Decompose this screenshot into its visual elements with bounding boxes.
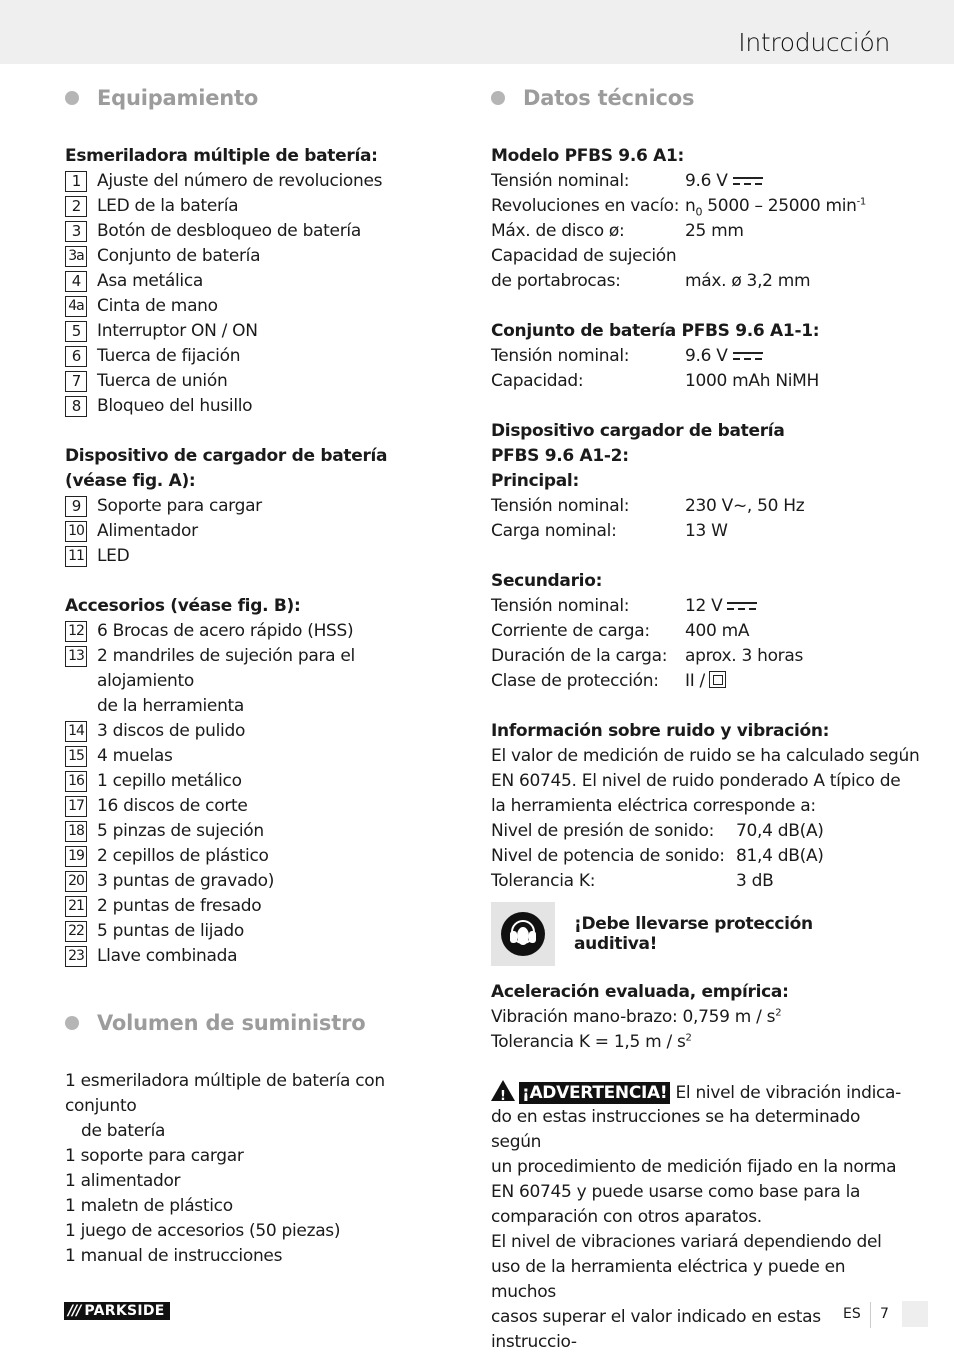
charger-spec-heading: Dispositivo cargador de batería — [491, 421, 785, 441]
item-label: 5 pinzas de sujeción — [97, 821, 264, 841]
spec-row: Capacidad: 1000 mAh NiMH — [491, 371, 820, 391]
part-number-box: 6 — [65, 346, 87, 367]
item-label: Tuerca de unión — [97, 371, 228, 391]
section-bullet-icon — [491, 91, 505, 105]
noise-text: la herramienta eléctrica corresponde a: — [491, 796, 816, 816]
section-bullet-icon — [65, 1016, 79, 1030]
part-number-box: 4 — [65, 271, 87, 292]
charger-heading-2: (véase fig. A): — [65, 471, 196, 491]
spec-row: Tensión nominal: 12 V — [491, 594, 901, 619]
list-item: 1 juego de accesorios (50 piezas) — [65, 1221, 341, 1241]
section-datos-header — [491, 82, 901, 114]
item-label: 3 discos de pulido — [97, 721, 246, 741]
list-item — [65, 644, 455, 694]
list-item — [65, 319, 455, 344]
part-number-box: 13 — [65, 646, 87, 667]
spec-row: Tensión nominal: 9.6 V — [491, 344, 901, 369]
list-item — [65, 519, 455, 544]
part-number-box: 5 — [65, 321, 87, 342]
list-item — [65, 344, 455, 369]
part-number-box: 7 — [65, 371, 87, 392]
part-number-box: 11 — [65, 546, 87, 567]
hearing-protection-text: ¡Debe llevarse protección auditiva! — [574, 914, 813, 954]
list-item — [65, 894, 455, 919]
hearing-protection-notice — [491, 902, 901, 966]
charger-spec-heading-2: PFBS 9.6 A1-2: — [491, 446, 629, 466]
list-item — [65, 844, 455, 869]
list-item — [65, 544, 455, 569]
footer-tab — [902, 1301, 928, 1327]
list-item — [65, 819, 455, 844]
spec-row: Tensión nominal: 9.6 V — [491, 169, 901, 194]
list-item: 1 alimentador — [65, 1171, 181, 1191]
part-number-box: 20 — [65, 871, 87, 892]
warning-triangle-icon: ! — [491, 1080, 515, 1101]
spec-row: Máx. de disco ø: 25 mm — [491, 221, 744, 241]
part-number-box: 21 — [65, 896, 87, 917]
dc-current-icon — [733, 176, 763, 186]
spec-row: Clase de protección: II / — [491, 669, 901, 694]
item-label: Ajuste del número de revoluciones — [97, 171, 383, 191]
item-label: Conjunto de batería — [97, 246, 261, 266]
device-heading: Esmeriladora múltiple de batería: — [65, 146, 378, 166]
list-item: 1 soporte para cargar — [65, 1146, 244, 1166]
battery-heading: Conjunto de batería PFBS 9.6 A1-1: — [491, 321, 820, 341]
parkside-logo: /// PARKSIDE — [64, 1302, 170, 1320]
item-label: Cinta de mano — [97, 296, 218, 316]
part-number-box: 16 — [65, 771, 87, 792]
part-number-box: 22 — [65, 921, 87, 942]
item-label: 5 puntas de lijado — [97, 921, 244, 941]
list-item — [65, 394, 455, 419]
list-item — [65, 269, 455, 294]
list-item — [65, 869, 455, 894]
list-item — [65, 219, 455, 244]
item-label: LED — [97, 546, 130, 566]
part-number-box: 12 — [65, 621, 87, 642]
spec-row: Duración de la carga: aprox. 3 horas — [491, 646, 804, 666]
part-number-box: 10 — [65, 521, 87, 542]
part-number-box: 18 — [65, 821, 87, 842]
item-label: 16 discos de corte — [97, 796, 248, 816]
item-label: Tuerca de fijación — [97, 346, 241, 366]
part-number-box: 3a — [65, 246, 87, 267]
part-number-box: 17 — [65, 796, 87, 817]
model-heading: Modelo PFBS 9.6 A1: — [491, 146, 685, 166]
list-item: 1 manual de instrucciones — [65, 1246, 283, 1266]
list-item — [65, 944, 455, 969]
item-label: 4 muelas — [97, 746, 173, 766]
item-label: 3 puntas de gravado) — [97, 871, 275, 891]
device-parts-list — [65, 169, 455, 419]
acceleration-heading: Aceleración evaluada, empírica: — [491, 982, 789, 1002]
list-item: 1 esmeriladora múltiple de batería con conjunto — [65, 1071, 385, 1116]
item-label: 1 cepillo metálico — [97, 771, 242, 791]
noise-heading: Información sobre ruido y vibración: — [491, 721, 830, 741]
list-item — [65, 194, 455, 219]
item-label-continued: de la herramienta — [97, 696, 245, 716]
list-item: 1 maletn de plástico — [65, 1196, 233, 1216]
list-item — [65, 794, 455, 819]
list-item: de batería — [81, 1121, 166, 1141]
item-label: Botón de desbloqueo de batería — [97, 221, 361, 241]
noise-text: EN 60745. El nivel de ruido ponderado A típico de — [491, 771, 901, 791]
part-number-box: 23 — [65, 946, 87, 967]
part-number-box: 1 — [65, 171, 87, 192]
vibration-value: Vibración mano-brazo: 0,759 m / $s^2$ — [491, 1007, 782, 1027]
item-label: 6 Brocas de acero rápido (HSS) — [97, 621, 354, 641]
part-number-box: 14 — [65, 721, 87, 742]
section-bullet-icon — [65, 91, 79, 105]
spec-row: Tensión nominal: 230 V~, 50 Hz — [491, 496, 805, 516]
supply-list — [65, 1069, 455, 1269]
footer-divider — [870, 1302, 871, 1328]
page-title: Introducción — [738, 28, 890, 57]
spec-row: Corriente de carga: 400 mA — [491, 621, 750, 641]
part-number-box: 4a — [65, 296, 87, 317]
noise-row: Tolerancia K: 3 dB — [491, 871, 774, 891]
noise-row: Nivel de presión de sonido: 70,4 dB(A) — [491, 821, 824, 841]
item-label: Interruptor ON / ON — [97, 321, 258, 341]
spec-row: Revoluciones en vacío: $n_0$ 5000 – 25000 $\min^{-1}$ — [491, 196, 866, 219]
list-item — [65, 494, 455, 519]
item-label: Alimentador — [97, 521, 198, 541]
list-item — [65, 719, 455, 744]
part-number-box: 3 — [65, 221, 87, 242]
list-item — [65, 769, 455, 794]
section-title: Equipamiento — [97, 86, 259, 110]
section-volumen-header — [65, 1007, 455, 1039]
part-number-box: 15 — [65, 746, 87, 767]
item-label: Bloqueo del husillo — [97, 396, 253, 416]
accessories-heading: Accesorios (véase fig. B): — [65, 596, 301, 616]
item-label: 2 puntas de fresado — [97, 896, 262, 916]
item-label: 2 mandriles de sujeción para el alojamiento — [97, 646, 355, 691]
primary-heading: Principal: — [491, 471, 579, 491]
charger-parts-list — [65, 494, 455, 569]
dc-current-icon — [733, 351, 763, 361]
warning-label: ¡ADVERTENCIA! — [519, 1082, 670, 1104]
part-number-box: 2 — [65, 196, 87, 217]
list-item — [65, 369, 455, 394]
list-item — [65, 744, 455, 769]
page-number: 7 — [880, 1306, 889, 1322]
noise-text: El valor de medición de ruido se ha calculado según — [491, 746, 920, 766]
hearing-protection-icon — [491, 902, 555, 966]
section-equipamiento-header — [65, 82, 455, 114]
warning-text: do en estas instrucciones se ha determinado según un procedimiento de medición fijado en la norma EN 60745 y puede usarse como base para la comparación con otros aparatos. El nivel de vibraciones variará dependiendo del uso de la herramienta eléctrica y puede en muchos casos superar el valor indicado en estas instruccio- — [491, 1107, 897, 1352]
left-column — [65, 82, 455, 1269]
secondary-heading: Secundario: — [491, 571, 603, 591]
right-column — [491, 82, 920, 1354]
tolerance-value: Tolerancia K = 1,5 m / $s^2$ — [491, 1032, 692, 1052]
list-item — [65, 919, 455, 944]
section-title: Volumen de suministro — [97, 1011, 366, 1035]
list-item — [65, 294, 455, 319]
item-label: 2 cepillos de plástico — [97, 846, 269, 866]
protection-class-icon — [709, 671, 726, 688]
noise-row: Nivel de potencia de sonido: 81,4 dB(A) — [491, 846, 824, 866]
list-item — [65, 619, 455, 644]
item-label: Asa metálica — [97, 271, 204, 291]
spec-row: Carga nominal: 13 W — [491, 521, 728, 541]
accessories-list — [65, 619, 455, 969]
part-number-box: 8 — [65, 396, 87, 417]
spec-label: Capacidad de sujeción — [491, 246, 677, 266]
part-number-box: 9 — [65, 496, 87, 517]
item-label: Soporte para cargar — [97, 496, 262, 516]
charger-heading: Dispositivo de cargador de batería — [65, 446, 388, 466]
spec-row: de portabrocas: máx. ø 3,2 mm — [491, 271, 811, 291]
dc-current-icon — [727, 601, 757, 611]
item-label: Llave combinada — [97, 946, 238, 966]
list-item — [65, 244, 455, 269]
part-number-box: 19 — [65, 846, 87, 867]
warning-first-line: ! ¡ADVERTENCIA! El nivel de vibración indica- — [491, 1080, 901, 1105]
list-item — [65, 169, 455, 194]
item-label: LED de la batería — [97, 196, 239, 216]
language-code: ES — [843, 1306, 861, 1322]
section-title: Datos técnicos — [523, 86, 695, 110]
